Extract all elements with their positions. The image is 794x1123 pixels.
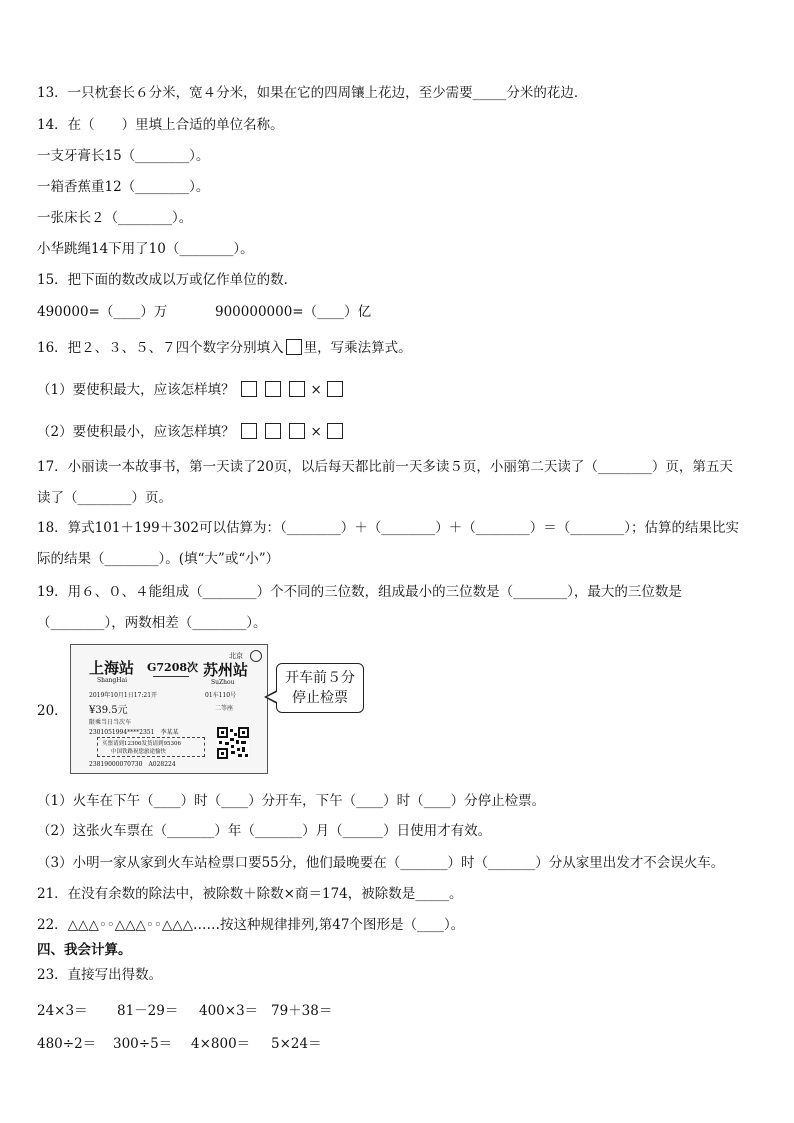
calc-item: 4×800＝ bbox=[191, 1036, 251, 1052]
question-16-post: 里，写乘法算式。 bbox=[303, 340, 412, 356]
question-18-line2: 际的结果（________）。(填“大”或“小”） bbox=[37, 551, 280, 567]
question-14-d: 小华跳绳14下用了10（________）。 bbox=[37, 241, 254, 257]
ticket-arrow bbox=[153, 676, 189, 677]
answer-box[interactable] bbox=[289, 381, 305, 397]
ticket-to: 苏州站 bbox=[203, 661, 249, 679]
question-15-b: 900000000=（____）亿 bbox=[215, 304, 372, 320]
answer-box[interactable] bbox=[327, 381, 343, 397]
ticket-limit: 限乘当日当次车 bbox=[89, 719, 132, 726]
answer-box[interactable] bbox=[286, 339, 302, 355]
speech-bubble-tail-fill bbox=[267, 692, 277, 702]
question-16-2 bbox=[37, 422, 345, 442]
calc-item: 81－29＝ bbox=[117, 1003, 179, 1019]
answer-box[interactable] bbox=[327, 423, 343, 439]
speech-bubble bbox=[276, 663, 364, 713]
calc-item: 400×3＝ bbox=[199, 1003, 259, 1019]
ticket-stamp-icon bbox=[250, 650, 262, 662]
ticket-class: 二等座 bbox=[215, 705, 234, 712]
answer-box[interactable] bbox=[265, 381, 281, 397]
question-14-a: 一支牙膏长15（________）。 bbox=[37, 148, 210, 164]
question-17-line1: 17．小丽读一本故事书，第一天读了20页，以后每天都比前一天多读５页，小丽第二天读了（________）页，第五天 bbox=[37, 459, 733, 475]
question-16-pre: 16．把２、３、５、７四个数字分别填入 bbox=[37, 340, 284, 356]
question-14: 14．在（ ）里填上合适的单位名称。 bbox=[37, 117, 284, 133]
question-19-line2: （________），两数相差（________）。 bbox=[37, 615, 267, 631]
question-15: 15．把下面的数改成以万或亿作单位的数． bbox=[37, 272, 298, 288]
bubble-line-1: 开车前５分 bbox=[285, 670, 355, 686]
ticket-from: 上海站 bbox=[89, 659, 135, 677]
times-sign: × bbox=[310, 424, 322, 440]
ticket-notice-1: 买票请到12306发货请到95306 bbox=[102, 741, 181, 747]
question-23: 23．直接写出得数。 bbox=[37, 967, 163, 983]
question-17-line2: 读了（________）页。 bbox=[37, 490, 172, 506]
question-16-2-text: （2）要使积最小，应该怎样填？ bbox=[37, 424, 235, 440]
bubble-line-2: 停止检票 bbox=[292, 690, 348, 706]
calc-row-1 bbox=[37, 999, 332, 1019]
ticket-origin-mark: 北京 bbox=[229, 652, 243, 660]
calc-item: 300÷5＝ bbox=[113, 1036, 173, 1052]
question-21: 21．在没有余数的除法中，被除数＋除数×商＝174，被除数是_____。 bbox=[37, 886, 463, 902]
ticket-train-number: G7208次 bbox=[147, 661, 199, 674]
calc-item: 480÷2＝ bbox=[37, 1036, 97, 1052]
question-20-3: （3）小明一家从家到火车站检票口要55分，他们最晚要在（_______）时（_______）分从家里出发才不会误火车。 bbox=[37, 855, 725, 871]
ticket-datetime: 2019年10月1日17:21开 bbox=[89, 692, 158, 699]
question-13: 13．一只枕套长６分米，宽４分米，如果在它的四周镶上花边，至少需要_____分米的花边． bbox=[37, 85, 588, 101]
question-16-1-text: （1）要使积最大，应该怎样填？ bbox=[37, 382, 235, 398]
question-16 bbox=[37, 338, 412, 358]
ticket-price: ¥39.5元 bbox=[89, 705, 128, 716]
question-14-c: 一张床长２（________）。 bbox=[37, 210, 193, 226]
ticket-from-en: ShangHai bbox=[97, 677, 127, 684]
calc-item: 5×24＝ bbox=[271, 1036, 322, 1052]
calc-item: 79＋38＝ bbox=[271, 1003, 333, 1019]
question-16-1 bbox=[37, 380, 345, 400]
qr-code-icon bbox=[217, 727, 249, 759]
question-14-b: 一箱香蕉重12（________）。 bbox=[37, 179, 210, 195]
calc-row-2 bbox=[37, 1032, 322, 1052]
answer-box[interactable] bbox=[289, 423, 305, 439]
calc-item: 24×3＝ bbox=[37, 1003, 88, 1019]
answer-box[interactable] bbox=[265, 423, 281, 439]
answer-box[interactable] bbox=[241, 423, 257, 439]
train-ticket-image bbox=[70, 644, 268, 774]
question-20-1: （1）火车在下午（____）时（____）分开车，下午（____）时（____）分停止检票。 bbox=[37, 793, 546, 809]
question-22: 22．△△△◦◦△△△◦◦△△△……按这种规律排列,第47个图形是（____）。 bbox=[37, 917, 465, 933]
question-20-2: （2）这张火车票在（_______）年（_______）月（______）日使用才有效。 bbox=[37, 823, 492, 839]
ticket-passenger-id: 2301051994****2351 李某某 bbox=[89, 729, 179, 736]
answer-box[interactable] bbox=[241, 381, 257, 397]
question-19-line1: 19．用６、０、４能组成（________）个不同的三位数，组成最小的三位数是（________），最大的三位数是 bbox=[37, 584, 682, 600]
ticket-to-en: SuZhou bbox=[211, 679, 235, 686]
question-18-line1: 18．算式101＋199＋302可以估算为：（________）＋（________）＋（________）＝（________）；估算的结果比实 bbox=[37, 520, 739, 536]
ticket-serial: 23819000070730 A028224 bbox=[89, 761, 176, 768]
ticket-seat: 01车110号 bbox=[205, 692, 237, 699]
section-heading: 四、我会计算。 bbox=[37, 942, 132, 958]
ticket-notice-2: 中国铁路祝您旅途愉快 bbox=[111, 749, 167, 755]
question-15-a: 490000=（____）万 bbox=[37, 304, 168, 320]
question-20-label: 20． bbox=[37, 703, 68, 719]
times-sign: × bbox=[310, 382, 322, 398]
